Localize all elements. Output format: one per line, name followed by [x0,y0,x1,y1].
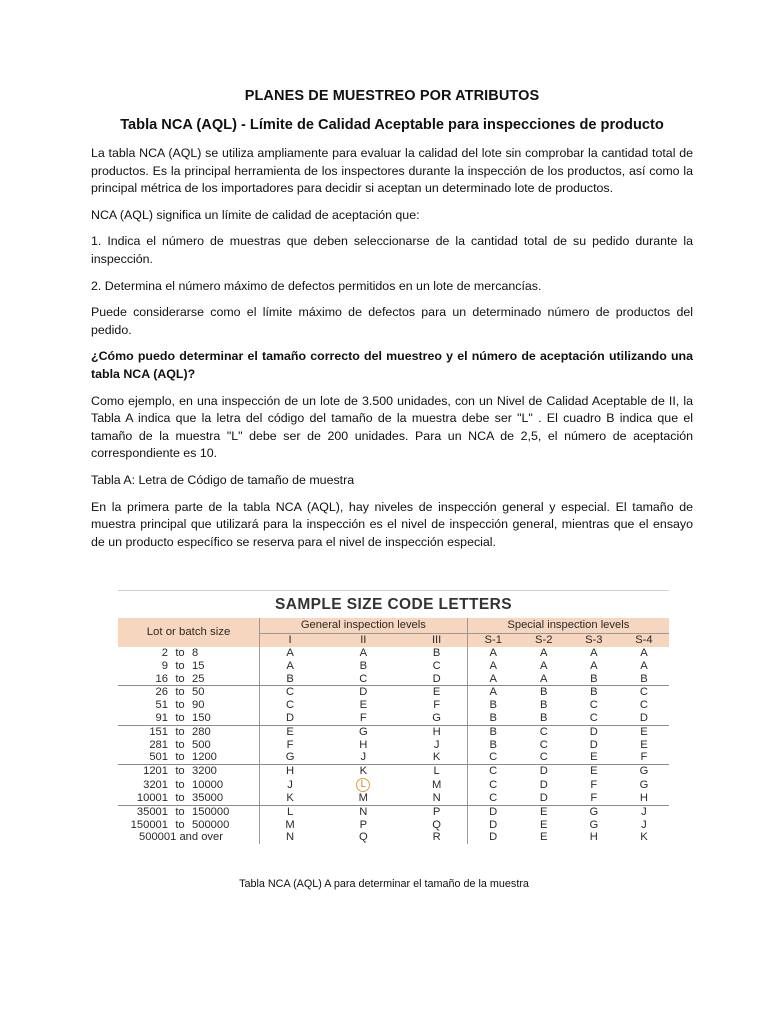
lot-size-upto: 15 [192,659,205,672]
lot-size-header: Lot or batch size [118,618,260,647]
page-subtitle: Tabla NCA (AQL) - Límite de Calidad Aceptable para inspecciones de producto [120,117,664,133]
list-item-1: 1. Indica el número de muestras que deben seleccionarse de la cantidad total de su pedido durante la inspección. [91,234,693,266]
lot-size-cell [118,712,260,725]
lot-size-range [118,765,238,778]
code-letter-cell: C [467,751,519,764]
code-letter-cell: A [359,647,368,659]
code-letter-cell: J [641,805,647,818]
table-row [118,699,669,712]
lot-size-from: 10001 [136,791,168,804]
paragraph-limit: Puede considerarse como el límite máximo de defectos para un determinado número de productos del pedido. [91,305,693,337]
lot-size-upto: 90 [192,699,205,712]
code-letter-cell: B [519,712,569,725]
lot-size-range [118,686,238,699]
lot-size-to: to [175,672,185,685]
level-header: III [407,634,468,648]
code-letter-cell: C [286,686,295,699]
code-letter-cell: D [539,765,548,778]
lot-size-from: 91 [155,711,168,724]
code-letter-cell: G [589,805,599,818]
table-row [118,792,669,805]
code-letter-cell: H [407,725,468,738]
code-letter-cell: E [590,765,598,778]
code-letter-cell: A [590,659,598,672]
code-letter-cell: F [286,738,294,751]
code-letter-cell: B [540,699,548,712]
code-letter-cell: B [569,673,619,686]
code-letter-cell: R [407,831,468,844]
lot-size-upto: 35000 [192,791,224,804]
lot-size-upto: 280 [192,725,211,738]
code-letter-cell: A [489,647,497,659]
code-letter-cell: E [407,686,468,699]
code-letter-cell: F [569,792,619,805]
code-letter-cell: A [540,659,548,672]
code-letter-cell: C [489,778,498,791]
code-letter-cell: A [286,659,294,672]
code-letter-cell: B [260,673,321,686]
lot-size-cell [118,751,260,764]
code-letter-cell: E [640,738,648,751]
figure-title: SAMPLE SIZE CODE LETTERS [118,590,669,618]
lot-size-cell [118,805,260,818]
code-letter-cell: A [489,659,497,672]
code-letter-cell: C [639,699,648,712]
code-letter-cell: B [489,725,497,738]
lot-size-cell [118,831,260,844]
lot-size-to: to [175,818,185,831]
special-levels-header: Special inspection levels [467,618,669,634]
lot-size-upto: 150 [192,711,211,724]
code-letter-cell: B [467,712,519,725]
code-letter-cell: A [519,673,569,686]
code-letter-cell: L [407,765,468,778]
code-letter-cell: P [407,805,468,818]
figure-caption: Tabla NCA (AQL) A para determinar el tamaño de la muestra [239,878,529,890]
code-letter-cell: D [589,725,598,738]
general-levels-header: General inspection levels [260,618,468,634]
paragraph-definition: NCA (AQL) significa un límite de calidad de aceptación que: [91,207,420,222]
lot-size-to: to [175,805,185,818]
code-letter-cell: G [639,765,649,778]
code-letter-cell: B [489,738,497,751]
table-row [118,819,669,832]
code-letter-cell: C [286,699,295,712]
code-letter-cell: J [641,818,647,831]
paragraph-intro: La tabla NCA (AQL) se utiliza ampliamente para evaluar la calidad del lote sin comprobar la cantidad total de productos. Es la principal herramienta de los inspectores durante la inspección de los productos, así como la principal métrica de los importadores para decidir si aceptan un determinado lote de productos. [91,146,693,196]
table-row [118,725,669,738]
code-letter-cell: A [640,647,648,659]
lot-size-range [118,779,238,792]
code-letter-cell: D [619,712,669,725]
lot-size-from: 2 [161,647,168,659]
table-row [118,831,669,844]
lot-size-to: to [175,791,185,804]
code-letter-cell: M [285,818,295,831]
lot-size-cell [118,819,260,832]
code-letter-cell: H [619,792,669,805]
lot-size-to: to [175,647,185,659]
lot-size-from: 281 [149,738,168,751]
highlighted-code-letter: L [356,778,370,792]
lot-size-from: 35001 [136,805,168,818]
lot-size-upto: 500 [192,738,211,751]
code-letter-cell: P [359,818,368,831]
lot-size-range [118,726,238,739]
level-header: S-2 [519,634,569,648]
lot-size-upto: 8 [192,647,199,659]
code-letter-cell: D [539,778,548,791]
sample-size-code-letters-figure [118,590,669,866]
code-letter-cell: G [639,778,649,791]
level-header: II [320,634,406,648]
code-letter-cell: F [590,778,598,791]
lot-size-to: to [175,778,185,791]
code-letter-cell: A [286,647,294,659]
lot-size-from: 500001 and over [139,831,223,844]
table-row [118,712,669,725]
code-letter-cell: A [590,647,598,659]
lot-size-range [118,819,238,832]
code-letter-cell: B [489,699,497,712]
lot-size-to: to [175,699,185,712]
lot-size-cell [118,673,260,686]
lot-size-cell [118,739,260,752]
table-row [118,805,669,818]
code-letter-cell: C [519,751,569,764]
lot-size-cell [118,792,260,805]
lot-size-from: 51 [155,699,168,712]
code-letter-cell: D [489,805,498,818]
table-row [118,778,669,792]
lot-size-from: 501 [149,751,168,764]
page-title: PLANES DE MUESTREO POR ATRIBUTOS [244,88,540,104]
code-letter-cell: K [407,751,468,764]
lot-size-to: to [175,751,185,764]
lot-size-to: to [175,738,185,751]
code-letter-cell: D [489,831,498,844]
code-letter-cell: C [639,686,648,699]
question-heading: ¿Cómo puedo determinar el tamaño correcto del muestreo y el número de aceptación utilizando una tabla NCA (AQL)? [91,349,693,381]
lot-size-from: 151 [149,725,168,738]
code-letter-cell: C [539,738,548,751]
lot-size-range [118,647,238,660]
code-letter-cell: D [407,673,468,686]
code-letter-cell: D [260,712,321,725]
code-letter-cell: E [359,699,368,712]
code-letter-cell: E [540,805,548,818]
code-letter-cell: F [407,699,468,712]
code-letter-cell: A [540,647,548,659]
lot-size-cell [118,647,260,660]
table-row [118,739,669,752]
code-letter-cell: F [619,751,669,764]
lot-size-range [118,739,238,752]
lot-size-to: to [175,711,185,724]
lot-size-upto: 25 [192,672,205,685]
code-letter-cell: A [640,659,648,672]
code-letter-cell: J [320,751,406,764]
lot-size-cell [118,686,260,699]
code-letter-cell: C [569,712,619,725]
code-letter-cell: B [590,686,598,699]
code-letter-cell: C [589,699,598,712]
lot-size-range [118,660,238,673]
lot-size-to: to [175,765,185,778]
code-letter-cell: J [287,778,293,791]
paragraph-example: Como ejemplo, en una inspección de un lote de 3.500 unidades, con un Nivel de Calidad Aceptable de II, la Tabla A indica que la letra del código del tamaño de la muestra debe ser "L" . El cuadro B indica que el tamaño de la muestra "L" debe ser de 200 unidades. Para un NCA de 2,5, el número de aceptación correspondiente es 10. [91,393,693,461]
lot-size-to: to [175,725,185,738]
lot-size-cell [118,660,260,673]
lot-size-cell [118,699,260,712]
code-letter-cell [320,778,406,792]
lot-size-range [118,712,238,725]
code-letter-cell: B [359,659,368,672]
code-letter-cell: B [407,647,468,660]
code-letter-cell: C [407,660,468,673]
lot-size-range [118,751,238,764]
table-row [118,765,669,778]
lot-size-from: 26 [155,686,168,699]
level-header: S-4 [619,634,669,648]
code-letter-cell: K [359,765,368,778]
lot-size-range [118,699,238,712]
code-letter-cell: G [260,751,321,764]
lot-size-cell [118,725,260,738]
lot-size-upto: 500000 [192,818,230,831]
code-letter-cell: B [540,686,548,699]
code-letter-cell: E [640,725,648,738]
level-header: I [260,634,321,648]
sample-size-table [118,618,669,844]
code-letter-cell: H [286,765,295,778]
code-letter-cell: G [407,712,468,725]
code-letter-cell: N [286,831,295,844]
code-letter-cell: M [320,792,406,805]
code-letter-cell: F [320,712,406,725]
code-letter-cell: C [489,765,498,778]
table-row [118,686,669,699]
lot-size-range [118,673,238,686]
code-letter-cell: N [359,805,368,818]
code-letter-cell: G [589,818,599,831]
code-letter-cell: E [569,751,619,764]
code-letter-cell: K [260,792,321,805]
code-letter-cell: J [407,739,468,752]
list-item-2: 2. Determina el número máximo de defectos permitidos en un lote de mercancías. [91,278,542,293]
table-row [118,751,669,764]
code-letter-cell: D [489,818,498,831]
lot-size-upto: 3200 [192,765,217,778]
table-a-heading: Tabla A: Letra de Código de tamaño de muestra [91,472,355,487]
lot-size-from: 3201 [143,778,168,791]
code-letter-cell: N [407,792,468,805]
code-letter-cell: C [467,792,519,805]
lot-size-from: 150001 [130,818,168,831]
code-letter-cell: Q [358,831,368,844]
code-letter-cell: D [359,686,368,699]
level-header: S-3 [569,634,619,648]
code-letter-cell: H [359,738,368,751]
lot-size-range [118,792,238,805]
code-letter-cell: A [489,686,497,699]
lot-size-from: 9 [161,659,168,672]
table-row [118,647,669,660]
lot-size-range [118,831,259,844]
lot-size-upto: 150000 [192,805,230,818]
lot-size-cell [118,765,260,778]
code-letter-cell: L [286,805,294,818]
lot-size-from: 1201 [143,765,168,778]
code-letter-cell: G [358,725,368,738]
code-letter-cell: Q [407,819,468,832]
code-letter-cell: H [589,831,598,844]
lot-size-to: to [175,659,185,672]
code-letter-cell: K [640,831,648,844]
paragraph-levels: En la primera parte de la tabla NCA (AQL), hay niveles de inspección general y especial. El tamaño de muestra principal que utilizará para la inspección es el nivel de inspección general, mientras que el ensayo de un producto específico se reserva para el nivel de inspección especial. [91,499,693,549]
code-letter-cell: C [539,725,548,738]
code-letter-cell: E [540,831,548,844]
table-row [118,673,669,686]
code-letter-cell: B [619,673,669,686]
code-letter-cell: E [540,818,548,831]
lot-size-cell [118,778,260,792]
code-letter-cell: D [519,792,569,805]
code-letter-cell: D [589,738,598,751]
lot-size-upto: 10000 [192,778,224,791]
lot-size-from: 16 [155,672,168,685]
code-letter-cell: A [467,673,519,686]
lot-size-upto: 1200 [192,751,217,764]
sample-size-rows [118,647,669,844]
level-header: S-1 [467,634,519,648]
lot-size-upto: 50 [192,686,205,699]
code-letter-cell: C [320,673,406,686]
code-letter-cell: E [286,725,294,738]
lot-size-range [118,806,238,819]
table-row [118,660,669,673]
document-body [91,88,693,560]
lot-size-to: to [175,686,185,699]
code-letter-cell: M [407,778,468,792]
